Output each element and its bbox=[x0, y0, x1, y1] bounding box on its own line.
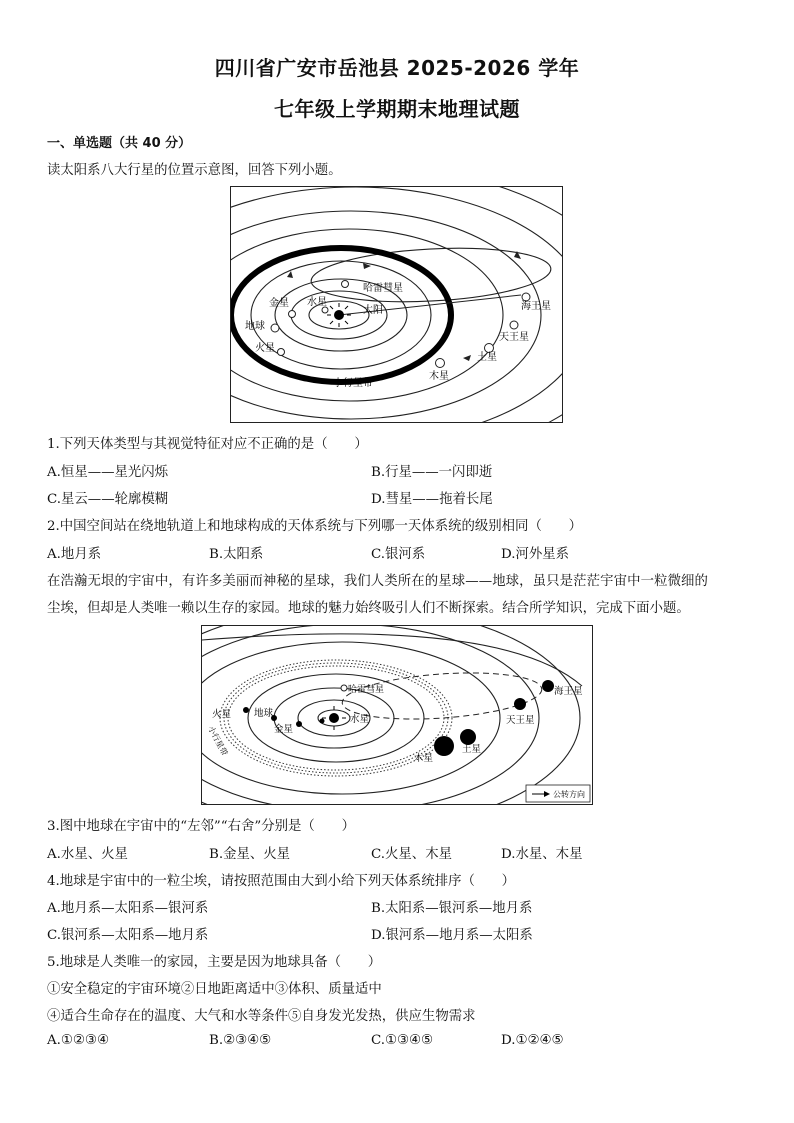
label-saturn: 土星 bbox=[477, 352, 497, 363]
label-asteroid-belt: 小行星带 bbox=[333, 378, 373, 389]
page-title-line2: 七年级上学期期末地理试题 bbox=[274, 97, 520, 121]
q5-statements-line1: ①安全稳定的宇宙环境②日地距离适中③体积、质量适中 bbox=[47, 982, 382, 997]
earth-dot bbox=[271, 324, 279, 332]
halley-dot bbox=[342, 281, 349, 288]
mercury-dot-2 bbox=[320, 719, 325, 724]
solar-system-diagram-2 bbox=[202, 626, 592, 804]
label-halley: 哈雷彗星 bbox=[363, 283, 403, 294]
sun-icon bbox=[334, 310, 344, 320]
figure-solar-system-1 bbox=[230, 186, 563, 423]
label-sun: 太阳 bbox=[363, 305, 383, 316]
label-neptune-2: 海王星 bbox=[554, 686, 583, 697]
venus-dot bbox=[289, 311, 296, 318]
label-uranus: 天王星 bbox=[499, 332, 529, 343]
q5-option-a[interactable]: A.①②③④ bbox=[47, 1033, 109, 1048]
label-earth: 地球 bbox=[245, 321, 265, 332]
intro-text-2-line2: 尘埃，但却是人类唯一赖以生存的家园。地球的魅力始终吸引人们不断探索。结合所学知识，完成下面小题。 bbox=[47, 601, 690, 616]
label-asteroid-belt-2: 小行星带 bbox=[206, 724, 230, 758]
halley-dot-2 bbox=[341, 685, 347, 691]
mars-dot-2 bbox=[243, 707, 249, 713]
q4-option-d[interactable]: D.银河系—地月系—太阳系 bbox=[371, 928, 533, 943]
q1-option-d[interactable]: D.彗星——拖着长尾 bbox=[371, 492, 493, 507]
page-title-line1: 四川省广安市岳池县 2025-2026 学年 bbox=[214, 56, 580, 80]
q4-option-b[interactable]: B.太阳系—银河系—地月系 bbox=[371, 901, 533, 916]
label-uranus-2: 天王星 bbox=[506, 715, 535, 726]
question-2-stem: 2.中国空间站在绕地轨道上和地球构成的天体系统与下列哪一天体系统的级别相同（ ） bbox=[47, 519, 583, 534]
label-saturn-2: 土星 bbox=[462, 744, 482, 755]
orbit-saturn bbox=[231, 211, 541, 419]
label-halley-2: 哈雷彗星 bbox=[348, 685, 385, 695]
label-jupiter: 木星 bbox=[429, 371, 449, 382]
jupiter-dot-2 bbox=[434, 736, 454, 756]
question-4-stem: 4.地球是宇宙中的一粒尘埃，请按照范围由大到小给下列天体系统排序（ ） bbox=[47, 874, 516, 889]
q4-option-a[interactable]: A.地月系—太阳系—银河系 bbox=[47, 901, 209, 916]
q5-option-d[interactable]: D.①②④⑤ bbox=[501, 1033, 564, 1048]
label-mars-2: 火星 bbox=[212, 709, 232, 720]
q2-option-a[interactable]: A.地月系 bbox=[47, 547, 102, 562]
label-venus: 金星 bbox=[269, 298, 289, 309]
q2-option-c[interactable]: C.银河系 bbox=[371, 547, 426, 562]
q5-statements-line2: ④适合生命存在的温度、大气和水等条件⑤自身发光发热，供应生物需求 bbox=[47, 1009, 476, 1024]
q2-option-d[interactable]: D.河外星系 bbox=[501, 547, 570, 562]
jupiter-dot bbox=[436, 359, 445, 368]
q1-option-a[interactable]: A.恒星——星光闪烁 bbox=[47, 465, 169, 480]
q4-option-c[interactable]: C.银河系—太阳系—地月系 bbox=[47, 928, 209, 943]
label-jupiter-2: 木星 bbox=[414, 753, 434, 764]
q5-option-b[interactable]: B.②③④⑤ bbox=[209, 1033, 272, 1048]
intro-text-2-line1: 在浩瀚无垠的宇宙中，有许多美丽而神秘的星球，我们人类所在的星球——地球，虽只是茫茫宇宙中一粒微细的 bbox=[47, 574, 709, 589]
legend-orbit-direction: 公转方向 bbox=[553, 790, 585, 799]
q3-option-b[interactable]: B.金星、火星 bbox=[209, 847, 291, 862]
intro-text-1: 读太阳系八大行星的位置示意图，回答下列小题。 bbox=[47, 163, 342, 178]
q3-option-d[interactable]: D.水星、木星 bbox=[501, 847, 583, 862]
section-heading: 一、单选题（共 40 分） bbox=[47, 136, 192, 151]
sun-icon-2 bbox=[329, 713, 339, 723]
q3-option-c[interactable]: C.火星、木星 bbox=[371, 847, 452, 862]
uranus-dot bbox=[510, 321, 518, 329]
neptune-dot-2 bbox=[542, 680, 554, 692]
q5-option-c[interactable]: C.①③④⑤ bbox=[371, 1033, 434, 1048]
mars-dot bbox=[278, 349, 285, 356]
label-earth-2: 地球 bbox=[254, 708, 274, 719]
label-mars: 火星 bbox=[255, 343, 275, 354]
question-3-stem: 3.图中地球在宇宙中的“左邻”“右舍”分别是（ ） bbox=[47, 819, 355, 834]
saturn-dot-2 bbox=[460, 729, 476, 745]
label-mercury: 水星 bbox=[307, 297, 327, 308]
q1-option-c[interactable]: C.星云——轮廓模糊 bbox=[47, 492, 169, 507]
question-1-stem: 1.下列天体类型与其视觉特征对应不正确的是（ ） bbox=[47, 437, 368, 452]
label-venus-2: 金星 bbox=[274, 724, 294, 735]
q2-option-b[interactable]: B.太阳系 bbox=[209, 547, 264, 562]
q3-option-a[interactable]: A.水星、火星 bbox=[47, 847, 128, 862]
figure-solar-system-2 bbox=[201, 625, 593, 805]
label-mercury-2: 水星 bbox=[350, 714, 370, 725]
label-neptune: 海王星 bbox=[521, 301, 551, 312]
question-5-stem: 5.地球是人类唯一的家园，主要是因为地球具备（ ） bbox=[47, 955, 382, 970]
q1-option-b[interactable]: B.行星——一闪即逝 bbox=[371, 465, 493, 480]
uranus-dot-2 bbox=[514, 698, 526, 710]
solar-system-diagram-1 bbox=[231, 187, 562, 422]
neptune-dot bbox=[522, 293, 530, 301]
venus-dot-2 bbox=[296, 721, 302, 727]
